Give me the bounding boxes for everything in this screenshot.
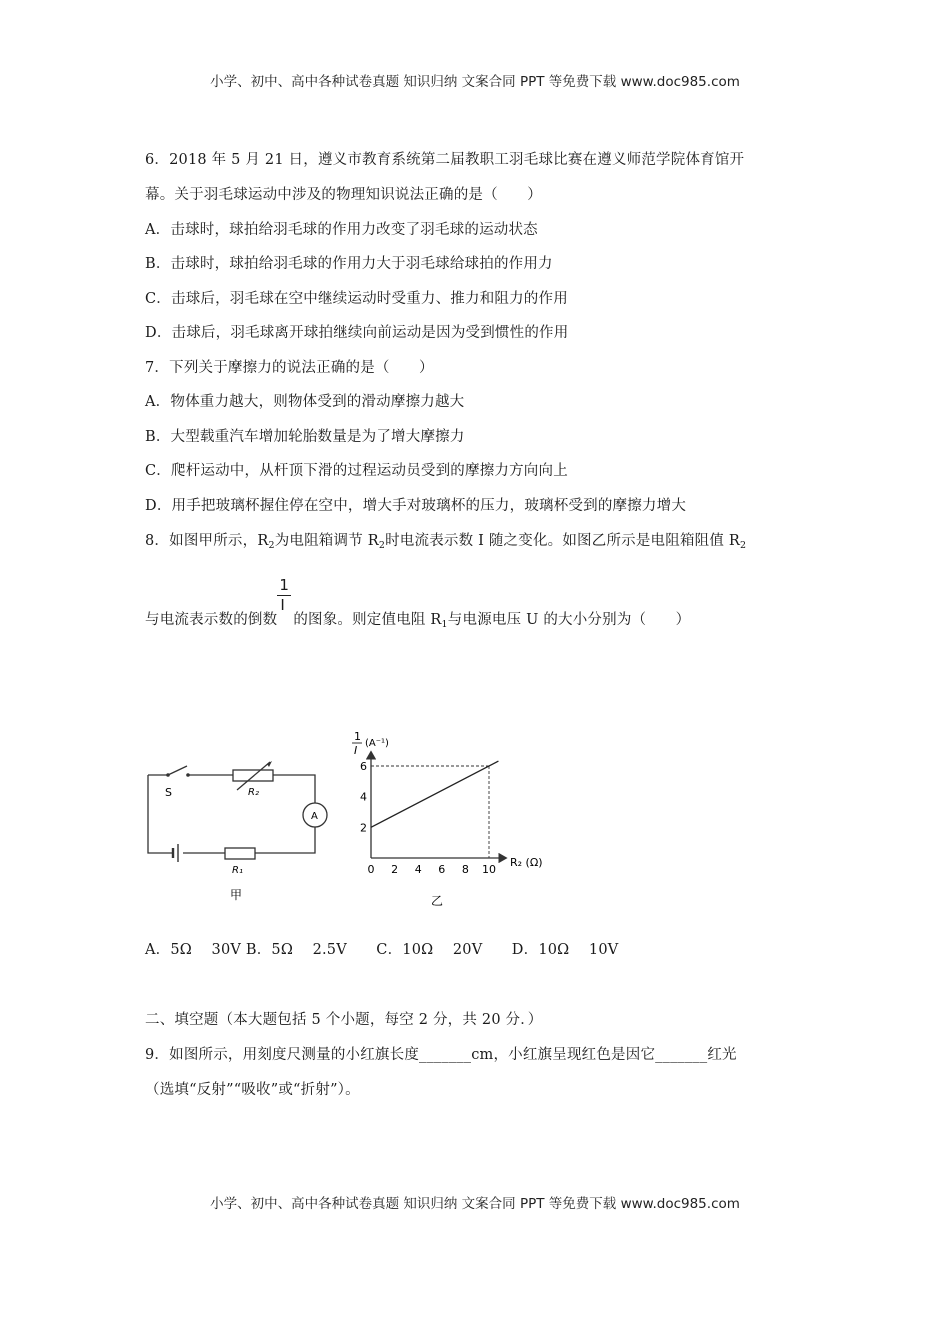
x-tick-label-3: 6	[438, 863, 446, 876]
q8-options: A．5Ω 30V B．5Ω 2.5V C．10Ω 20V D．10Ω 10V	[145, 942, 619, 958]
q6-option-c: C．击球后，羽毛球在空中继续运动时受重力、推力和阻力的作用	[145, 291, 568, 307]
switch-lever	[168, 766, 187, 775]
y-axis-label-denominator: I	[354, 744, 358, 757]
switch-label: S	[165, 786, 172, 799]
q7-option-a: A．物体重力越大，则物体受到的滑动摩擦力越大	[145, 394, 465, 410]
q6-stem-line2: 幕。关于羽毛球运动中涉及的物理知识说法正确的是（ ）	[145, 187, 542, 203]
q6-stem-line1: 6．2018 年 5 月 21 日，遵义市教育系统第二届教职工羽毛球比赛在遵义师范学院体育馆开	[145, 152, 745, 168]
resistor-label: R₁	[232, 865, 243, 876]
q6-option-a: A．击球时，球拍给羽毛球的作用力改变了羽毛球的运动状态	[145, 222, 538, 238]
q7-option-d: D．用手把玻璃杯握住停在空中，增大手对玻璃杯的压力，玻璃杯受到的摩擦力增大	[145, 498, 687, 514]
y-tick-label-1: 4	[360, 790, 367, 804]
q9-line1: 9．如图所示，用刻度尺测量的小红旗长度_______cm，小红旗呈现红色是因它_______红光	[145, 1047, 737, 1063]
switch-contact-right	[186, 773, 190, 777]
q8-stem-line1: 8．如图甲所示，$R_2$为电阻箱调节 $R_2$时电流表示数 I 随之变化。如图乙所示是电阻箱阻值 $R_2$	[145, 533, 747, 551]
q6-option-d: D．击球后，羽毛球离开球拍继续向前运动是因为受到惯性的作用	[145, 325, 569, 341]
q7-stem: 7．下列关于摩擦力的说法正确的是（ ）	[145, 360, 434, 376]
blank-length: _______	[419, 1047, 472, 1063]
x-tick-label-0: 0	[367, 863, 375, 876]
q8-stem-line2: 与电流表示数的倒数 $\frac{1}{I}$ 的图象。则定值电阻 $R_1$与电源电压 U 的大小分别为（ ）	[145, 576, 691, 630]
x-tick-label-2: 4	[414, 863, 422, 876]
switch-contact-left	[166, 773, 170, 777]
resistor-body	[225, 848, 255, 859]
y-tick-label-0: 2	[360, 821, 367, 835]
q7-option-c: C．爬杆运动中，从杆顶下滑的过程运动员受到的摩擦力方向向上	[145, 463, 568, 479]
q9-line2: （选填“反射”“吸收”或“折射”）。	[145, 1082, 360, 1098]
x-tick-label-5: 10	[482, 863, 496, 876]
graph-caption: 乙	[431, 894, 444, 908]
x-axis-label: R₂ (Ω)	[510, 856, 543, 869]
page-footer: 小学、初中、高中各种试卷真题 知识归纳 文案合同 PPT 等免费下载 www.doc985.com	[210, 1196, 740, 1212]
graph-reciprocal-current	[345, 725, 560, 915]
ammeter-label: A	[311, 811, 318, 822]
section-heading-fill-in: 二、填空题（本大题包括 5 个小题，每空 2 分，共 20 分．）	[145, 1012, 543, 1028]
q6-option-b: B．击球时，球拍给羽毛球的作用力大于羽毛球给球拍的作用力	[145, 256, 553, 272]
x-tick-label-4: 8	[461, 863, 469, 876]
series-line-0	[371, 761, 498, 827]
x-tick-label-1: 2	[391, 863, 399, 876]
reciprocal-fraction: $\frac{1}{I}$	[277, 604, 293, 624]
y-tick-label-2: 6	[360, 760, 367, 773]
rheostat-label: R₂	[248, 787, 259, 798]
circuit-diagram	[140, 760, 330, 910]
y-axis-label-numerator: 1	[354, 730, 361, 743]
q7-option-b: B．大型载重汽车增加轮胎数量是为了增大摩擦力	[145, 429, 465, 445]
circuit-caption: 甲	[230, 888, 243, 902]
rheostat-body	[233, 770, 273, 781]
y-axis-unit: (A⁻¹)	[365, 738, 389, 749]
page-header: 小学、初中、高中各种试卷真题 知识归纳 文案合同 PPT 等免费下载 www.doc985.com	[210, 74, 740, 90]
blank-light: _______	[655, 1047, 708, 1063]
